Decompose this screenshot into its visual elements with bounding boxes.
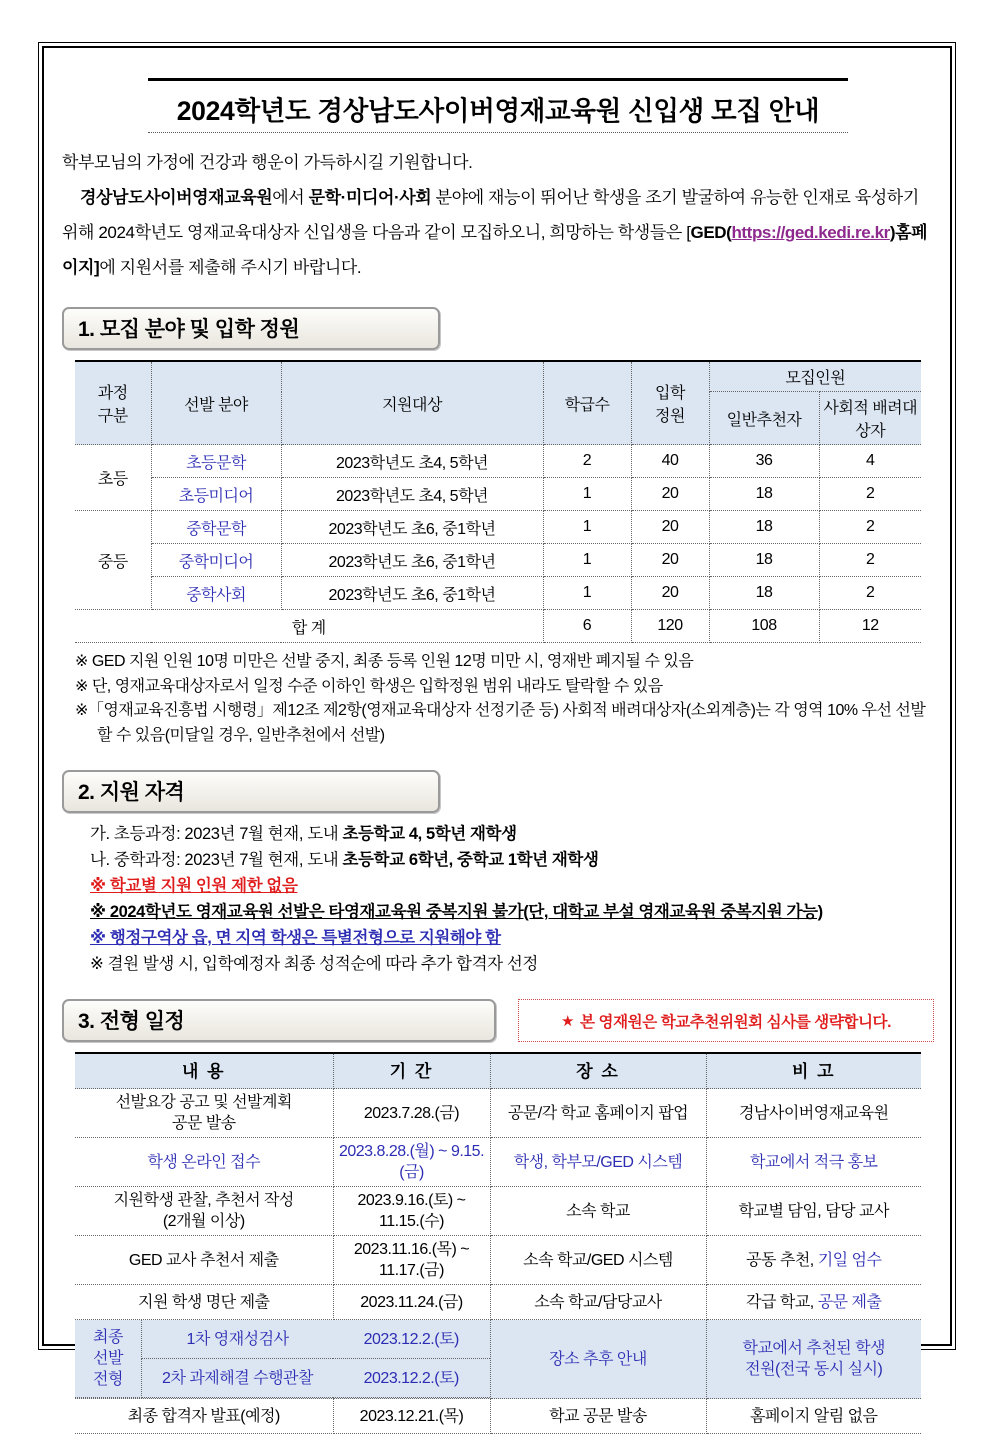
qualification-item bbox=[90, 847, 934, 873]
cell-content-l1: 지원학생 관찰, 추천서 작성 bbox=[113, 1192, 294, 1209]
table-row bbox=[75, 1138, 921, 1187]
cell-place: 소속 학교/GED 시스템 bbox=[490, 1236, 706, 1285]
cell-remark-blue: 기일 엄수 bbox=[817, 1251, 882, 1269]
qual-bold: 초등학교 6학년, 중학교 1학년 재학생 bbox=[342, 851, 599, 869]
cell-final-selection-block bbox=[75, 1320, 333, 1399]
cell-stage1-period: 2023.12.2.(토) bbox=[333, 1320, 490, 1359]
th-admission-quota bbox=[631, 361, 709, 445]
schedule-header-row bbox=[75, 1053, 921, 1089]
cell-final-remark bbox=[706, 1320, 921, 1399]
cell-content-l1: 선발요강 공고 및 선발계획 bbox=[115, 1094, 292, 1111]
table-row bbox=[75, 1399, 921, 1434]
section3-heading: 3. 전형 일정 bbox=[62, 999, 496, 1042]
intro-body bbox=[62, 180, 934, 285]
cell-remark: 홈페이지 알림 없음 bbox=[706, 1399, 921, 1434]
final-label-l2: 선발 bbox=[93, 1350, 123, 1367]
cell-period-l2: 11.17.(금) bbox=[379, 1262, 444, 1279]
cell-course-elementary: 초등 bbox=[75, 445, 151, 511]
cell-stage2-period: 2023.12.2.(토) bbox=[333, 1359, 490, 1398]
cell-target: 2023학년도 초6, 중1학년 bbox=[281, 544, 543, 577]
qual-bold: 초등학교 4, 5학년 재학생 bbox=[342, 825, 517, 843]
note-blue-underline: ※ 행정구역상 읍, 면 지역 학생은 특별전형으로 지원해야 함 bbox=[90, 929, 501, 947]
qual-plain: 나. 중학과정: 2023년 7월 현재, 도내 bbox=[90, 851, 343, 869]
page-title: 2024학년도 경상남도사이버영재교육원 신입생 모집 안내 bbox=[176, 96, 820, 126]
cell-course-middle: 중등 bbox=[75, 511, 151, 610]
cell-content bbox=[75, 1089, 333, 1138]
intro-greeting: 학부모님의 가정에 건강과 행운이 가득하시길 기원합니다. bbox=[62, 153, 473, 172]
final-label-l1: 최종 bbox=[93, 1329, 123, 1346]
cell-period bbox=[333, 1236, 490, 1285]
section2-qualifications bbox=[90, 821, 934, 977]
cell-period-l1: 2023.8.28.(월) ~ 9.15. bbox=[338, 1143, 485, 1160]
th-application-target: 지원대상 bbox=[281, 361, 543, 445]
cell-quota: 40 bbox=[631, 445, 709, 478]
table-row bbox=[75, 511, 921, 544]
table-row bbox=[75, 478, 921, 511]
cell-content: 학생 온라인 접수 bbox=[75, 1138, 333, 1187]
star-icon: ★ bbox=[560, 1012, 575, 1030]
intro-text-a: 에서 bbox=[272, 188, 309, 207]
final-label-l3: 전형 bbox=[93, 1371, 123, 1388]
note-item: ※「영재교육진흥법 시행령」제12조 제2항(영재교육대상자 선정기준 등) 사회적 배려대상자(소외계층)는 각 영역 10% 우선 선발할 수 있음(미달일 경우, 일반추천에서 선발) bbox=[75, 702, 926, 744]
cell-period bbox=[333, 1187, 490, 1236]
cell-field: 초등미디어 bbox=[151, 478, 281, 511]
section1-notes bbox=[75, 650, 934, 748]
qualification-note bbox=[90, 899, 934, 925]
cell-classes: 1 bbox=[543, 577, 631, 610]
cell-final-selection-label bbox=[75, 1320, 142, 1398]
table-row bbox=[75, 544, 921, 577]
note-black-underline: ※ 2024학년도 영재교육원 선발은 타영재교육원 중복지원 불가(단, 대학교 부설 영재교육원 중복지원 가능) bbox=[90, 903, 823, 921]
table-row bbox=[75, 577, 921, 610]
cell-social: 2 bbox=[819, 478, 921, 511]
cell-period bbox=[333, 1138, 490, 1187]
section3-heading-row bbox=[62, 999, 934, 1042]
th-class-count: 학급수 bbox=[543, 361, 631, 445]
cell-period-l2: 11.15.(수) bbox=[379, 1213, 444, 1230]
cell-general: 18 bbox=[709, 511, 819, 544]
cell-general: 36 bbox=[709, 445, 819, 478]
cell-remark-blue: 공문 제출 bbox=[817, 1293, 882, 1311]
cell-place: 학교 공문 발송 bbox=[490, 1399, 706, 1434]
qualification-note: ※ 결원 발생 시, 입학예정자 최종 성적순에 따라 추가 합격자 선정 bbox=[90, 955, 538, 973]
th-course-l2: 구분 bbox=[97, 408, 128, 425]
th-general-recommend: 일반추천자 bbox=[709, 392, 819, 445]
qualification-note bbox=[90, 925, 934, 951]
cell-quota: 20 bbox=[631, 478, 709, 511]
cell-place: 소속 학교 bbox=[490, 1187, 706, 1236]
cell-classes: 2 bbox=[543, 445, 631, 478]
th-content: 내 용 bbox=[75, 1053, 333, 1089]
cell-general: 18 bbox=[709, 478, 819, 511]
cell-period-l2: (금) bbox=[399, 1164, 424, 1181]
table-row bbox=[75, 1187, 921, 1236]
cell-field: 초등문학 bbox=[151, 445, 281, 478]
note-red-underline: ※ 학교별 지원 인원 제한 없음 bbox=[90, 877, 298, 895]
cell-field: 중학사회 bbox=[151, 577, 281, 610]
cell-general: 18 bbox=[709, 577, 819, 610]
th-place: 장 소 bbox=[490, 1053, 706, 1089]
cell-place: 공문/각 학교 홈페이지 팝업 bbox=[490, 1089, 706, 1138]
intro-paragraphs bbox=[62, 145, 934, 285]
cell-remark-plain: 각급 학교, bbox=[746, 1293, 818, 1311]
cell-total-general: 108 bbox=[709, 610, 819, 643]
cell-stage2-content: 2차 과제해결 수행관찰 bbox=[142, 1359, 334, 1398]
cell-stage1-content: 1차 영재성검사 bbox=[142, 1320, 334, 1359]
section1-heading: 1. 모집 분야 및 입학 정원 bbox=[62, 307, 440, 350]
cell-classes: 1 bbox=[543, 511, 631, 544]
cell-total-label: 합 계 bbox=[75, 610, 543, 643]
cell-place: 학생, 학부모/GED 시스템 bbox=[490, 1138, 706, 1187]
intro-ged-close: )홈페이지] bbox=[62, 223, 928, 277]
cell-field: 중학미디어 bbox=[151, 544, 281, 577]
cell-target: 2023학년도 초4, 5학년 bbox=[281, 445, 543, 478]
cell-content-l2: 공문 발송 bbox=[171, 1115, 236, 1132]
cell-period-l1: 2023.9.16.(토) ~ bbox=[357, 1192, 466, 1209]
cell-remark: 학교에서 적극 홍보 bbox=[706, 1138, 921, 1187]
cell-remark: 경남사이버영재교육원 bbox=[706, 1089, 921, 1138]
title-rule-bottom bbox=[148, 132, 848, 133]
cell-target: 2023학년도 초6, 중1학년 bbox=[281, 511, 543, 544]
table-row bbox=[75, 1089, 921, 1138]
th-period: 기 간 bbox=[333, 1053, 490, 1089]
cell-remark-plain: 공동 추천, bbox=[746, 1251, 818, 1269]
table-row bbox=[75, 445, 921, 478]
th-quota-l2: 정원 bbox=[655, 408, 685, 425]
cell-total-classes: 6 bbox=[543, 610, 631, 643]
th-course-l1: 과정 bbox=[97, 385, 128, 402]
enrollment-table-wrap bbox=[62, 360, 934, 643]
ged-website-link[interactable]: https://ged.kedi.re.kr bbox=[731, 223, 890, 242]
cell-quota: 20 bbox=[631, 544, 709, 577]
th-selection-field: 선발 분야 bbox=[151, 361, 281, 445]
cell-classes: 1 bbox=[543, 544, 631, 577]
cell-quota: 20 bbox=[631, 511, 709, 544]
cell-remark: 학교별 담임, 담당 교사 bbox=[706, 1187, 921, 1236]
table-row bbox=[75, 1285, 921, 1320]
th-remark: 비 고 bbox=[706, 1053, 921, 1089]
cell-social: 2 bbox=[819, 577, 921, 610]
qualification-note bbox=[90, 873, 934, 899]
section2-heading-row bbox=[62, 770, 934, 813]
cell-period: 2023.7.28.(금) bbox=[333, 1089, 490, 1138]
cell-content: 지원 학생 명단 제출 bbox=[75, 1285, 333, 1320]
cell-content-l2: (2개월 이상) bbox=[162, 1213, 245, 1230]
intro-ged-label: GED( bbox=[690, 223, 732, 242]
cell-final-place: 장소 추후 안내 bbox=[490, 1320, 706, 1399]
table-header-row-1 bbox=[75, 361, 921, 392]
final-remark-l1: 학교에서 추천된 학생 bbox=[742, 1340, 885, 1357]
qual-plain: 가. 초등과정: 2023년 7월 현재, 도내 bbox=[90, 825, 343, 843]
cell-period: 2023.11.24.(금) bbox=[333, 1285, 490, 1320]
intro-fields: 문학·미디어·사회 bbox=[308, 188, 432, 207]
cell-remark bbox=[706, 1236, 921, 1285]
cell-place: 소속 학교/담당교사 bbox=[490, 1285, 706, 1320]
cell-field: 중학문학 bbox=[151, 511, 281, 544]
enrollment-table bbox=[75, 360, 921, 643]
table-total-row bbox=[75, 610, 921, 643]
cell-social: 2 bbox=[819, 511, 921, 544]
cell-social: 4 bbox=[819, 445, 921, 478]
school-committee-notice bbox=[518, 999, 934, 1042]
cell-total-social: 12 bbox=[819, 610, 921, 643]
intro-org-name: 경상남도사이버영재교육원 bbox=[80, 188, 273, 207]
cell-period: 2023.12.21.(목) bbox=[333, 1399, 490, 1434]
cell-target: 2023학년도 초6, 중1학년 bbox=[281, 577, 543, 610]
intro-text-c: 에 지원서를 제출해 주시기 바랍니다. bbox=[99, 258, 362, 277]
cell-classes: 1 bbox=[543, 478, 631, 511]
section1-heading-row bbox=[62, 307, 934, 350]
cell-period-l1: 2023.11.16.(목) ~ bbox=[353, 1241, 470, 1258]
note-item: ※ GED 지원 인원 10명 미만은 선발 중지, 최종 등록 인원 12명 미만 시, 영재반 폐지될 수 있음 bbox=[75, 653, 694, 670]
th-quota-l1: 입학 bbox=[655, 385, 685, 402]
qualification-item bbox=[90, 821, 934, 847]
intro-text-b: 분야에 재능이 뛰어난 학생을 조기 발굴하여 유능한 인재로 육성하기 위해 2024학년도 영재교육대상자 신입생을 다음과 같이 모집하오니, 희망하는 학생들은 [ bbox=[62, 188, 919, 242]
schedule-table bbox=[75, 1052, 921, 1434]
school-committee-notice-text: 본 영재원은 학교추천위원회 심사를 생략합니다. bbox=[580, 1013, 892, 1031]
th-recruit-count: 모집인원 bbox=[709, 361, 921, 392]
cell-remark bbox=[706, 1285, 921, 1320]
cell-content bbox=[75, 1187, 333, 1236]
cell-target: 2023학년도 초4, 5학년 bbox=[281, 478, 543, 511]
cell-total-quota: 120 bbox=[631, 610, 709, 643]
cell-final-period-block bbox=[333, 1320, 490, 1399]
cell-general: 18 bbox=[709, 544, 819, 577]
final-selection-row-1 bbox=[75, 1320, 921, 1399]
th-social-consideration: 사회적 배려대상자 bbox=[819, 392, 921, 445]
section2-heading: 2. 지원 자격 bbox=[62, 770, 440, 813]
cell-social: 2 bbox=[819, 544, 921, 577]
final-remark-l2: 전원(전국 동시 실시) bbox=[745, 1361, 883, 1378]
table-row bbox=[75, 1236, 921, 1285]
note-item: ※ 단, 영재교육대상자로서 일정 수준 이하인 학생은 입학정원 범위 내라도 탈락할 수 있음 bbox=[75, 677, 663, 695]
document-content bbox=[62, 60, 934, 1434]
cell-quota: 20 bbox=[631, 577, 709, 610]
cell-content: GED 교사 추천서 제출 bbox=[75, 1236, 333, 1285]
cell-content: 최종 합격자 발표(예정) bbox=[75, 1399, 333, 1434]
th-course-division bbox=[75, 361, 151, 445]
